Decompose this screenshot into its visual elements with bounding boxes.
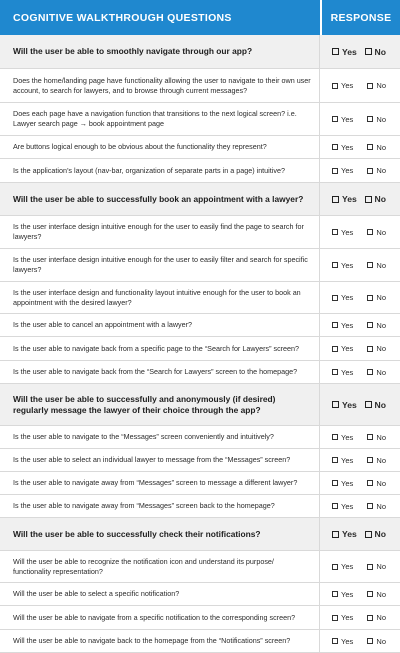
response-cell — [320, 282, 400, 313]
no-option[interactable] — [367, 228, 386, 237]
question-row — [0, 630, 400, 653]
checkbox-icon[interactable] — [367, 295, 373, 301]
yes-option[interactable] — [332, 81, 353, 90]
checkbox-icon[interactable] — [367, 83, 373, 89]
no-label: No — [376, 81, 386, 90]
checkbox-icon[interactable] — [367, 168, 373, 174]
question-text: Will the user be able to successfully book an appointment with a lawyer? — [0, 183, 320, 215]
response-cell — [320, 216, 400, 248]
question-text: Will the user be able to select a specific notification? — [0, 583, 320, 605]
checkbox-icon[interactable] — [365, 401, 372, 408]
yes-option[interactable] — [332, 166, 353, 175]
yes-label: Yes — [341, 432, 354, 442]
table-header — [0, 0, 400, 35]
checkbox-icon[interactable] — [332, 401, 339, 408]
yes-option[interactable] — [332, 590, 353, 599]
checkbox-icon[interactable] — [332, 48, 339, 55]
no-label: No — [376, 320, 386, 330]
yes-option[interactable] — [332, 400, 357, 410]
yes-option[interactable] — [332, 344, 353, 353]
question-text: Is the user interface design intuitive enough for the user to easily find the page to search for lawyers? — [0, 216, 320, 248]
yes-label: Yes — [341, 227, 354, 237]
yes-label: Yes — [342, 194, 357, 204]
question-text: Is the user interface design intuitive enough for the user to easily filter and search for specific lawyers? — [0, 249, 320, 281]
no-label: No — [376, 432, 386, 442]
no-label: No — [376, 142, 386, 152]
no-option[interactable] — [367, 344, 386, 353]
checkbox-icon[interactable] — [332, 638, 338, 644]
no-label: No — [374, 194, 386, 204]
no-option[interactable] — [365, 47, 386, 57]
no-label: No — [376, 227, 386, 237]
question-row — [0, 103, 400, 136]
checkbox-icon[interactable] — [332, 83, 338, 89]
question-row — [0, 583, 400, 606]
question-text: Will the user be able to successfully and anonymously (if desired) regularly message the lawyer of their choice through the app? — [0, 384, 320, 425]
question-row — [0, 551, 400, 583]
no-label: No — [376, 455, 386, 465]
question-text: Is the user able to navigate to the “Messages” screen conveniently and intuitively? — [0, 426, 320, 448]
no-option[interactable] — [367, 166, 386, 175]
yes-option[interactable] — [332, 529, 357, 539]
yes-label: Yes — [341, 293, 354, 302]
question-text: Is the user able to navigate away from “Messages” screen back to the homepage? — [0, 495, 320, 517]
yes-label: Yes — [342, 46, 357, 57]
yes-option[interactable] — [332, 261, 353, 270]
response-cell — [320, 183, 400, 215]
checkbox-icon[interactable] — [367, 480, 373, 486]
question-row — [0, 216, 400, 249]
checkbox-icon[interactable] — [365, 196, 372, 203]
no-label: No — [376, 589, 386, 599]
yes-label: Yes — [341, 562, 354, 571]
no-label: No — [376, 367, 386, 377]
checkbox-icon[interactable] — [332, 457, 338, 463]
yes-option[interactable] — [332, 321, 353, 330]
section-question-row — [0, 384, 400, 426]
response-cell — [320, 35, 400, 68]
checkbox-icon[interactable] — [332, 531, 339, 538]
no-option[interactable] — [367, 261, 386, 270]
yes-option[interactable] — [332, 433, 353, 442]
checkbox-icon[interactable] — [332, 434, 338, 440]
checkbox-icon[interactable] — [332, 229, 338, 235]
no-label: No — [374, 46, 386, 57]
no-option[interactable] — [367, 115, 386, 124]
question-row — [0, 426, 400, 449]
checkbox-icon[interactable] — [332, 144, 338, 150]
yes-option[interactable] — [332, 637, 353, 646]
yes-label: Yes — [341, 367, 354, 377]
checkbox-icon[interactable] — [332, 322, 338, 328]
no-option[interactable] — [367, 81, 386, 90]
checkbox-icon[interactable] — [367, 346, 373, 352]
response-cell — [320, 69, 400, 102]
no-label: No — [376, 478, 386, 488]
question-row — [0, 159, 400, 183]
yes-label: Yes — [341, 455, 354, 465]
no-option[interactable] — [367, 321, 386, 330]
questions-column-header: COGNITIVE WALKTHROUGH QUESTIONS — [13, 11, 232, 24]
question-row — [0, 449, 400, 472]
question-text: Does each page have a navigation function that transitions to the next logical screen? i.e. Lawyer search page → book appointment page — [0, 103, 320, 135]
checkbox-icon[interactable] — [332, 564, 338, 570]
no-option[interactable] — [367, 433, 386, 442]
checkbox-icon[interactable] — [367, 564, 373, 570]
no-option[interactable] — [367, 613, 386, 622]
no-label: No — [376, 166, 386, 175]
yes-label: Yes — [342, 529, 357, 539]
checkbox-icon[interactable] — [367, 116, 373, 122]
response-cell — [320, 103, 400, 135]
response-cell — [320, 136, 400, 158]
response-cell — [320, 361, 400, 383]
yes-option[interactable] — [332, 613, 353, 622]
checkbox-icon[interactable] — [367, 457, 373, 463]
question-row — [0, 495, 400, 518]
question-text: Is the user interface design and functionality layout intuitive enough for the user to book an appointment with the desired lawyer? — [0, 282, 320, 313]
question-row — [0, 361, 400, 384]
question-row — [0, 249, 400, 282]
yes-label: Yes — [341, 478, 354, 488]
no-label: No — [376, 613, 386, 622]
yes-label: Yes — [341, 320, 354, 330]
response-cell — [320, 495, 400, 517]
checkbox-icon[interactable] — [332, 196, 339, 203]
checkbox-icon[interactable] — [367, 591, 373, 597]
response-cell — [320, 159, 400, 182]
question-text: Will the user be able to smoothly navigate through our app? — [0, 35, 320, 68]
no-option[interactable] — [367, 368, 386, 377]
question-row — [0, 472, 400, 495]
checkbox-icon[interactable] — [332, 295, 338, 301]
no-label: No — [376, 260, 386, 270]
yes-label: Yes — [341, 344, 354, 353]
no-option[interactable] — [367, 293, 386, 302]
checkbox-icon[interactable] — [367, 369, 373, 375]
checkbox-icon[interactable] — [367, 503, 373, 509]
response-cell — [320, 449, 400, 471]
response-cell — [320, 384, 400, 425]
no-option[interactable] — [365, 400, 386, 410]
question-text: Is the user able to navigate back from the “Search for Lawyers” screen to the homepage? — [0, 361, 320, 383]
no-label: No — [374, 399, 386, 410]
question-row — [0, 282, 400, 314]
no-label: No — [376, 114, 386, 124]
checkbox-icon[interactable] — [332, 615, 338, 621]
no-option[interactable] — [367, 590, 386, 599]
no-label: No — [374, 529, 386, 539]
checkbox-icon[interactable] — [367, 229, 373, 235]
yes-label: Yes — [341, 142, 354, 152]
yes-label: Yes — [341, 114, 354, 124]
checkbox-icon[interactable] — [367, 638, 373, 644]
yes-label: Yes — [342, 399, 357, 410]
response-column-header: RESPONSE — [320, 0, 400, 35]
yes-label: Yes — [341, 636, 354, 646]
response-cell — [320, 249, 400, 281]
yes-label: Yes — [341, 260, 354, 270]
no-option[interactable] — [367, 562, 386, 571]
yes-option[interactable] — [332, 479, 353, 488]
section-question-row — [0, 518, 400, 551]
yes-label: Yes — [341, 589, 354, 599]
question-text: Will the user be able to navigate from a specific notification to the corresponding screen? — [0, 606, 320, 629]
checkbox-icon[interactable] — [367, 144, 373, 150]
response-cell — [320, 426, 400, 448]
yes-option[interactable] — [332, 47, 357, 57]
question-text: Are buttons logical enough to be obvious about the functionality they represent? — [0, 136, 320, 158]
checkbox-icon[interactable] — [332, 116, 338, 122]
checkbox-icon[interactable] — [365, 48, 372, 55]
no-label: No — [376, 636, 386, 646]
no-option[interactable] — [367, 143, 386, 152]
yes-label: Yes — [341, 501, 354, 511]
checkbox-icon[interactable] — [367, 322, 373, 328]
yes-option[interactable] — [332, 115, 353, 124]
checkbox-icon[interactable] — [365, 531, 372, 538]
question-text: Will the user be able to successfully check their notifications? — [0, 518, 320, 550]
yes-option[interactable] — [332, 456, 353, 465]
checkbox-icon[interactable] — [367, 262, 373, 268]
question-row — [0, 136, 400, 159]
no-label: No — [376, 562, 386, 571]
response-cell — [320, 551, 400, 582]
response-cell — [320, 314, 400, 336]
checkbox-icon[interactable] — [332, 591, 338, 597]
no-option[interactable] — [367, 637, 386, 646]
response-cell — [320, 630, 400, 652]
question-text: Is the user able to select an individual lawyer to message from the “Messages” screen? — [0, 449, 320, 471]
table-body — [0, 35, 400, 653]
no-label: No — [376, 293, 386, 302]
section-question-row — [0, 35, 400, 69]
yes-option[interactable] — [332, 228, 353, 237]
response-cell — [320, 472, 400, 494]
no-option[interactable] — [367, 456, 386, 465]
checkbox-icon[interactable] — [332, 262, 338, 268]
checkbox-icon[interactable] — [367, 615, 373, 621]
yes-option[interactable] — [332, 293, 353, 302]
checkbox-icon[interactable] — [332, 369, 338, 375]
checkbox-icon[interactable] — [332, 503, 338, 509]
question-row — [0, 337, 400, 361]
no-label: No — [376, 344, 386, 353]
question-row — [0, 314, 400, 337]
no-option[interactable] — [365, 529, 386, 539]
yes-label: Yes — [341, 166, 354, 175]
response-cell — [320, 337, 400, 360]
question-text: Is the user able to cancel an appointment with a lawyer? — [0, 314, 320, 336]
no-option[interactable] — [365, 194, 386, 204]
yes-option[interactable] — [332, 502, 353, 511]
question-row — [0, 606, 400, 630]
question-text: Is the user able to navigate away from “Messages” screen to message a different lawyer? — [0, 472, 320, 494]
no-option[interactable] — [367, 502, 386, 511]
yes-label: Yes — [341, 613, 354, 622]
question-text: Is the user able to navigate back from a specific page to the “Search for Lawyers” screen? — [0, 337, 320, 360]
checkbox-icon[interactable] — [332, 168, 338, 174]
yes-option[interactable] — [332, 143, 353, 152]
question-text: Will the user be able to recognize the notification icon and understand its purpose/ functionality representation? — [0, 551, 320, 582]
question-row — [0, 69, 400, 103]
yes-label: Yes — [341, 81, 354, 90]
checkbox-icon[interactable] — [332, 480, 338, 486]
no-label: No — [376, 501, 386, 511]
no-option[interactable] — [367, 479, 386, 488]
response-cell — [320, 518, 400, 550]
response-cell — [320, 606, 400, 629]
yes-option[interactable] — [332, 368, 353, 377]
yes-option[interactable] — [332, 562, 353, 571]
section-question-row — [0, 183, 400, 216]
question-text: Is the application’s layout (nav-bar, organization of separate parts in a page) intuitive? — [0, 159, 320, 182]
response-cell — [320, 583, 400, 605]
checkbox-icon[interactable] — [332, 346, 338, 352]
question-text: Does the home/landing page have functionality allowing the user to navigate to their own user account, to search for lawyers, and to browse through current messages? — [0, 69, 320, 102]
question-text: Will the user be able to navigate back to the homepage from the “Notifications” screen? — [0, 630, 320, 652]
checkbox-icon[interactable] — [367, 434, 373, 440]
yes-option[interactable] — [332, 194, 357, 204]
